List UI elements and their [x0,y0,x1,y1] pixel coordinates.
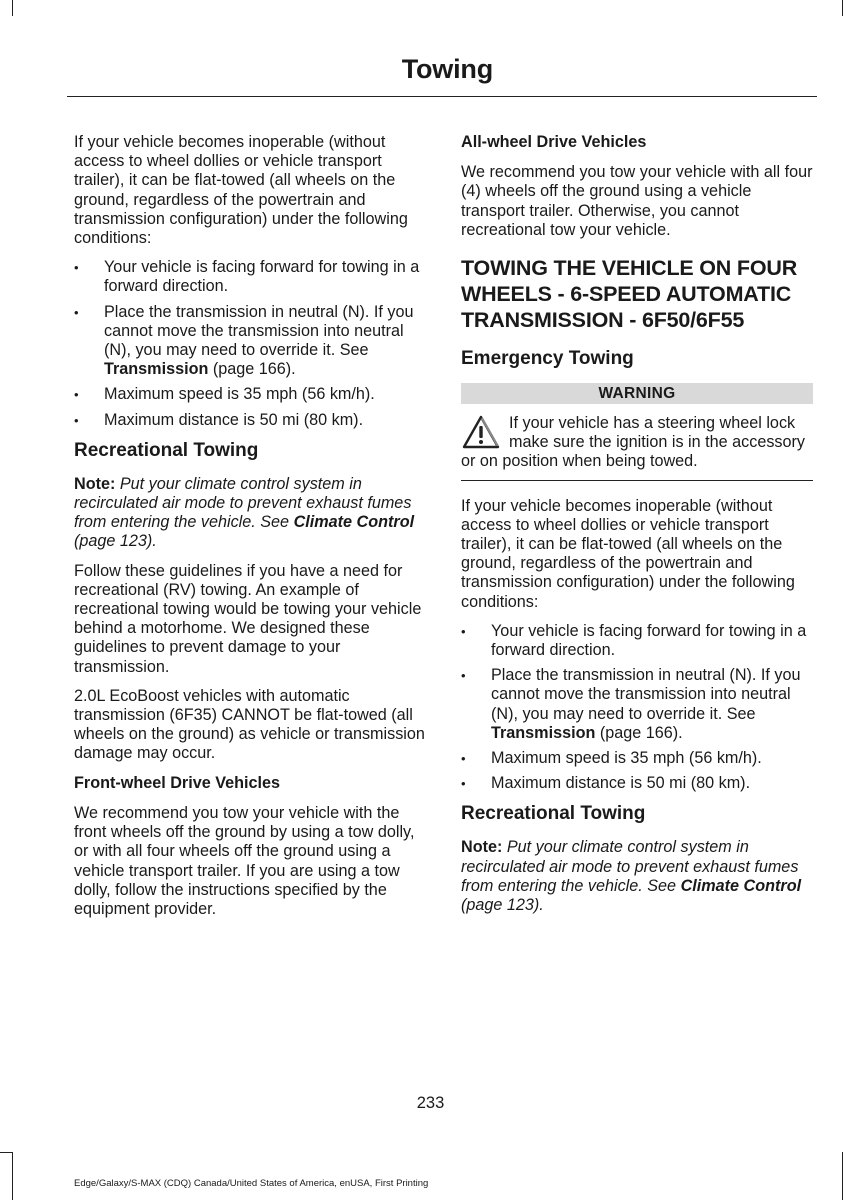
right-column [461,133,813,925]
front-wheel-drive-paragraph: We recommend you tow your vehicle with the front wheels off the ground by using a tow dolly, or with all four wheels off the ground using a vehicle transport trailer. If you are using a tow dolly, follow the instructions specified by the equipment provider. [74,803,415,918]
note [461,838,813,915]
ecoboost-paragraph: 2.0L EcoBoost vehicles with automatic transmission (6F35) CANNOT be flat-towed (all wheels on the ground) as vehicle or transmission damage may occur. [74,686,425,763]
recreational-towing-heading: Recreational Towing [74,439,259,461]
note-label: Note: [74,474,116,493]
left-intro: If your vehicle becomes inoperable (without access to wheel dollies or vehicle transport trailer), it can be flat-towed (all wheels on the ground, regardless of the powertrain and transmission configuration) under the following conditions: [74,133,408,248]
list-item: • Maximum speed is 35 mph (56 km/h). [74,385,426,404]
transmission-link[interactable]: Transmission [491,723,596,742]
right-bullet-list [461,622,813,794]
emergency-towing-heading: Emergency Towing [461,348,634,370]
page-title: Towing [401,54,493,84]
warning-box [461,414,813,472]
footer-text: Edge/Galaxy/S-MAX (CDQ) Canada/United States of America, enUSA, First Printing [74,1178,429,1189]
title-rule [67,96,817,97]
list-item: • Maximum distance is 50 mi (80 km). [461,774,813,793]
list-item [74,303,426,380]
front-wheel-drive-heading: Front-wheel Drive Vehicles [74,773,281,792]
list-item [461,666,813,743]
all-wheel-drive-heading: All-wheel Drive Vehicles [461,133,647,151]
list-item: • Maximum speed is 35 mph (56 km/h). [461,749,813,768]
list-item: • Maximum distance is 50 mi (80 km). [74,411,426,430]
note [74,475,426,552]
climate-control-link[interactable]: Climate Control [680,876,802,895]
page-ref: (page 166). [208,360,296,379]
page-number: 233 [416,1094,445,1112]
note-label: Note: [461,838,503,857]
page-ref: (page 123). [461,896,544,915]
left-column [74,133,426,929]
recreational-towing-heading: Recreational Towing [461,803,646,825]
left-bullet-list [74,258,426,430]
all-wheel-drive-paragraph: We recommend you tow your vehicle with all four (4) wheels off the ground using a vehicle transport trailer. Otherwise, you cannot recreational tow your vehicle. [461,163,813,239]
list-item-text: Place the transmission in neutral (N). If you cannot move the transmission into neutral (N), you may need to override it. See [491,666,801,723]
note-text: Put your climate control system in recirculated air mode to prevent exhaust fumes from entering the vehicle. See [461,838,799,895]
right-intro: If your vehicle becomes inoperable (without access to wheel dollies or vehicle transport trailer), it can be flat-towed (all wheels on the ground, regardless of the powertrain and transmission configuration) under the following conditions: [461,496,795,611]
warning-banner: WARNING [461,383,813,404]
crop-mark-bottom-left [12,1152,13,1200]
transmission-link[interactable]: Transmission [104,360,209,379]
page-ref: (page 166). [595,723,683,742]
warning-text: If your vehicle has a steering wheel lock make sure the ignition is in the accessory or on position when being towed. [461,414,806,471]
crop-mark-bottom-left-h [0,1152,13,1153]
list-item: • Your vehicle is facing forward for towing in a forward direction. [74,258,426,296]
crop-mark-bottom-right [842,1152,843,1200]
list-item-text: Place the transmission in neutral (N). If you cannot move the transmission into neutral (N), you may need to override it. See [104,302,414,360]
list-item: • Your vehicle is facing forward for towing in a forward direction. [461,622,813,660]
crop-mark-top-left [12,0,13,16]
section-heading: TOWING THE VEHICLE ON FOUR WHEELS - 6-SPEED AUTOMATIC TRANSMISSION - 6F50/6F55 [461,256,798,333]
climate-control-link[interactable]: Climate Control [293,513,415,532]
page-ref: (page 123). [74,532,157,551]
rv-paragraph: Follow these guidelines if you have a need for recreational (RV) towing. An example of recreational towing would be towing your vehicle behind a motorhome. We designed these guidelines to prevent damage to your transmission. [74,561,422,676]
note-text: Put your climate control system in recirculated air mode to prevent exhaust fumes from entering the vehicle. See [74,474,412,532]
warning-rule [461,480,813,481]
crop-mark-top-right [842,0,843,16]
warning-triangle-icon [461,414,501,450]
